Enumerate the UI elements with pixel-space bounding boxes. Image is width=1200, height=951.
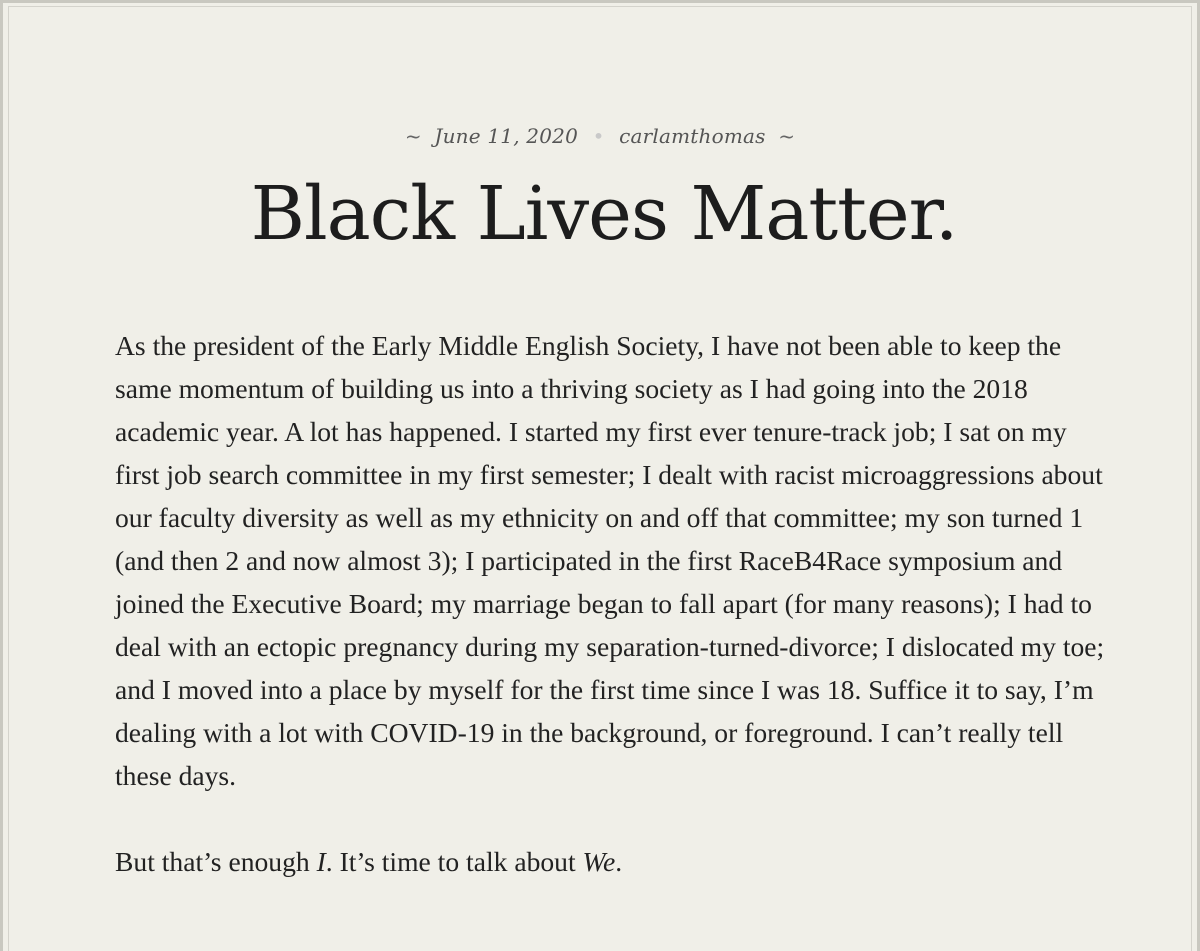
post-title: Black Lives Matter. <box>250 171 958 257</box>
emphasis-we: We <box>582 846 616 877</box>
emphasis-i: I <box>316 846 326 877</box>
closing-text-1: But that’s enough <box>115 846 317 877</box>
meta-tilde-right: ~ <box>778 124 796 148</box>
meta-separator: • <box>592 124 605 148</box>
meta-tilde-left: ~ <box>404 124 422 148</box>
closing-paragraph <box>115 840 1105 883</box>
body-paragraph: As the president of the Early Middle English Society, I have not been able to keep the same momentum of building us into a thriving society as I had going into the 2018 academic year. A lot has happened. I started my first ever tenure-track job; I sat on my first job search committee in my first semester; I dealt with racist microaggressions about our faculty diversity as well as my ethnicity on and off that committee; my son turned 1 (and then 2 and now almost 3); I participated in the first RaceB4Race symposium and joined the Executive Board; my marriage began to fall apart (for many reasons); I had to deal with an ectopic pregnancy during my separation-turned-divorce; I dislocated my toe; and I moved into a place by myself for the first time since I was 18. Suffice it to say, I’m dealing with a lot with COVID-19 in the background, or foreground. I can’t really tell these days. <box>115 330 1105 791</box>
closing-text-3: . <box>615 846 623 877</box>
post-body <box>115 324 1105 883</box>
post-date-link[interactable]: June 11, 2020 <box>434 124 579 148</box>
post-author-link[interactable]: carlamthomas <box>619 124 766 148</box>
closing-text-2: . It’s time to talk about <box>325 846 583 877</box>
post-meta <box>0 124 1200 148</box>
